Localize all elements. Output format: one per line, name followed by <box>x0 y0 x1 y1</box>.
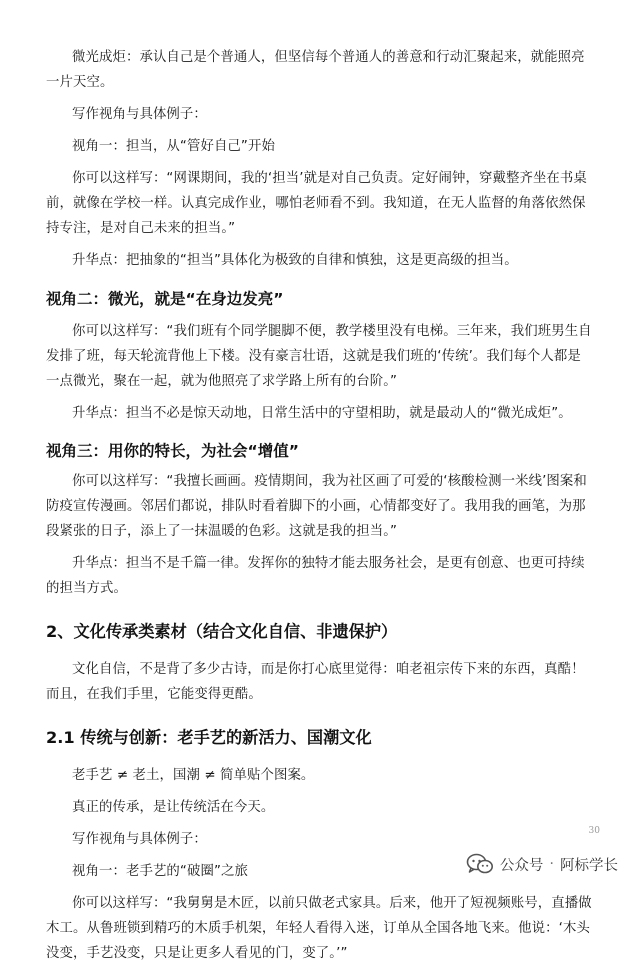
paragraph-angle-one-sublimation: 升华点：把抽象的“担当”具体化为极致的自律和慎独，这是更高级的担当。 <box>72 253 518 268</box>
paragraph-craft-not-outdated: 老手艺 ≠ 老土，国潮 ≠ 简单贴个图案。 <box>72 768 315 783</box>
heading-angle-two: 视角二：微光，就是“在身边发亮” <box>46 290 284 308</box>
watermark-brand: 公众号 <box>499 857 544 874</box>
paragraph-carpenter-example: 你可以这样写：“我舅舅是木匠，以前只做老式家具。后来，他开了短视频账号，直播做木工。从鲁班锁到精巧的木质手机架，年轻人看得入迷，订单从全国各地飞来。他说：‘木头没变，手艺没变，只是让更多人看见的门，变了。’” <box>46 896 592 961</box>
paragraph-writing-angles-label-2: 写作视角与具体例子： <box>72 832 207 847</box>
paragraph-angle-three-example: 你可以这样写：“我擅长画画。疫情期间，我为社区画了可爱的‘核酸检测一米线’图案和防疫宣传漫画。邻居们都说，排队时看着脚下的小画，心情都变好了。我用我的画笔，为那段紧张的日子，添上了一抹温暖的色彩。这就是我的担当。” <box>46 474 587 539</box>
paragraph-angle-two-example: 你可以这样写：“我们班有个同学腿脚不便，教学楼里没有电梯。三年来，我们班男生自发排了班，每天轮流背他上下楼。没有豪言壮语，这就是我们班的‘传统’。我们每个人都是一点微光，聚在一起，就为他照亮了求学路上所有的台阶。” <box>46 324 592 389</box>
page-number: 30 <box>588 826 600 836</box>
paragraph-angle-one-title: 视角一：担当，从“管好自己”开始 <box>72 139 275 154</box>
heading-angle-three: 视角三：用你的特长，为社会“增值” <box>46 442 299 460</box>
heading-section-2-1: 2.1 传统与创新：老手艺的新活力、国潮文化 <box>46 728 372 747</box>
paragraph-cultural-confidence: 文化自信，不是背了多少古诗，而是你打心底里觉得：咱老祖宗传下来的东西，真酷！而且，在我们手里，它能变得更酷。 <box>46 662 585 702</box>
paragraph-angle-one-example: 你可以这样写：“网课期间，我的‘担当’就是对自己负责。定好闹钟，穿戴整齐坐在书桌前，就像在学校一样。认真完成作业，哪怕老师看不到。我知道，在无人监督的角落依然保持专注，是对自己未来的担当。” <box>46 171 587 236</box>
paragraph-weiguang-chengju: 微光成炬：承认自己是个普通人，但坚信每个普通人的善意和行动汇聚起来，就能照亮一片天空。 <box>46 50 585 90</box>
paragraph-craft-angle-one-title: 视角一：老手艺的“破圈”之旅 <box>72 864 248 879</box>
paragraph-writing-angles-label: 写作视角与具体例子： <box>72 107 207 122</box>
paragraph-angle-three-sublimation: 升华点：担当不是千篇一律。发挥你的独特才能去服务社会，是更有创意、也更可持续的担当方式。 <box>46 556 585 596</box>
paragraph-angle-two-sublimation: 升华点：担当不必是惊天动地，日常生活中的守望相助，就是最动人的“微光成炬”。 <box>72 406 572 421</box>
heading-section-2: 2、文化传承类素材（结合文化自信、非遗保护） <box>46 622 398 641</box>
paragraph-true-inheritance: 真正的传承，是让传统活在今天。 <box>72 800 275 815</box>
watermark-separator: · <box>549 856 554 872</box>
watermark-author: 阿标学长 <box>560 857 618 874</box>
wechat-icon <box>466 853 494 875</box>
wechat-watermark <box>466 853 618 875</box>
